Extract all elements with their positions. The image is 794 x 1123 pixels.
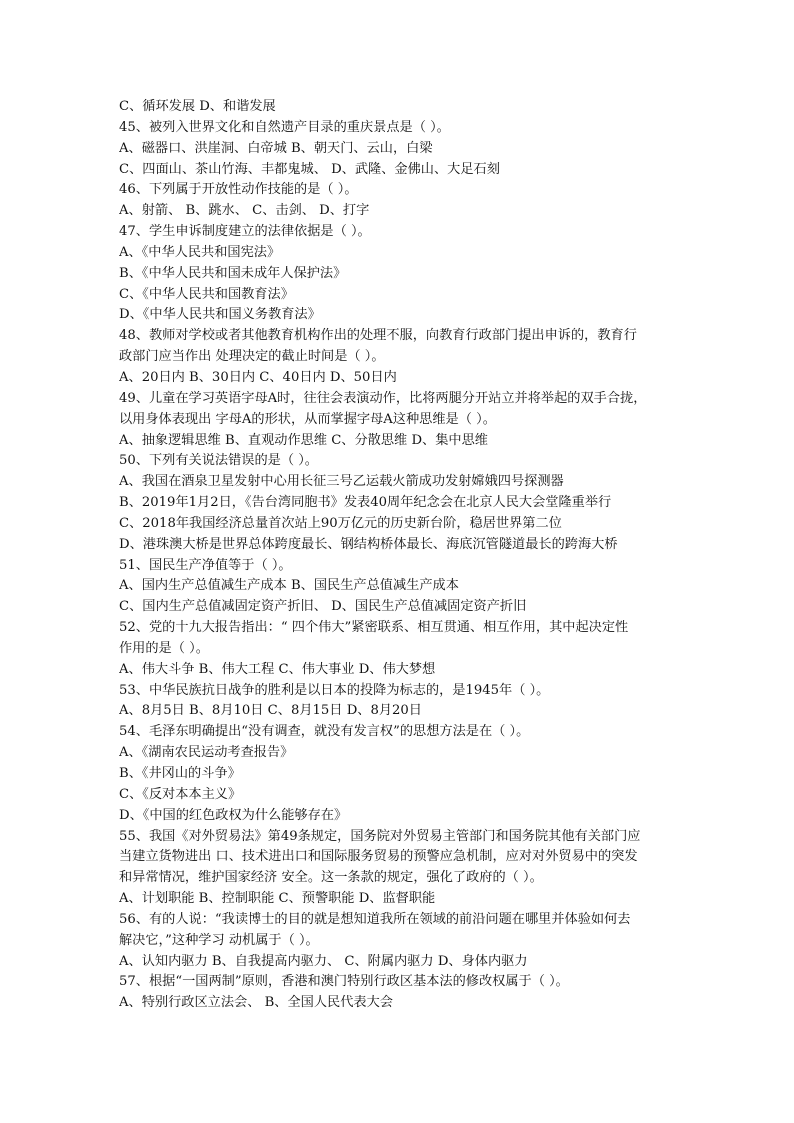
question-50: 50、下列有关说法错误的是（ ）。	[119, 453, 318, 469]
question-46: 46、下列属于开放性动作技能的是（ ）。	[119, 182, 358, 198]
text-line: A、磁器口、洪崖洞、白帝城 B、朝天门、云山，白梁	[119, 140, 433, 156]
text-line: B、2019年1月2日，《告台湾同胞书》发表40周年纪念会在北京人民大会堂隆重举行	[119, 495, 612, 511]
text-line: A、我国在酒泉卫星发射中心用长征三号乙运载火箭成功发射嫦娥四号探测器	[119, 474, 564, 490]
question-55: 55、我国《对外贸易法》第49条规定，国务院对外贸易主管部门和国务院其他有关部门应	[119, 828, 641, 844]
text-line: A、《中华人民共和国宪法》	[119, 244, 281, 260]
question-53: 53、中华民族抗日战争的胜利是以日本的投降为标志的，是1945年（ ）。	[119, 682, 550, 698]
text-line: A、抽象逻辑思维 B、直观动作思维 C、分散思维 D、集中思维	[119, 432, 488, 448]
text-line: 当建立货物进出 口、技术进出口和国际服务贸易的预警应急机制，应对对外贸易中的突发	[119, 849, 638, 865]
question-54: 54、毛泽东明确提出“没有调查，就没有发言权”的思想方法是在（ ）。	[119, 724, 530, 740]
text-line: A、20日内 B、30日内 C、40日内 D、50日内	[119, 369, 397, 385]
question-48: 48、教师对学校或者其他教育机构作出的处理不服，向教育行政部门提出申诉的，教育行	[119, 328, 637, 344]
text-line: A、特别行政区立法会、 B、全国人民代表大会	[119, 995, 393, 1011]
text-line: B、《井冈山的斗争》	[119, 766, 241, 781]
text-line: 政部门应当作出 处理决定的截止时间是（ ）。	[119, 349, 385, 365]
text-line: D、《中国的红色政权为什么能够存在》	[119, 807, 348, 823]
text-line: C、四面山、茶山竹海、丰都鬼城、 D、武隆、金佛山、大足石刻	[119, 161, 500, 177]
question-57: 57、根据“一国两制”原则，香港和澳门特别行政区基本法的修改权属于（ ）。	[119, 974, 569, 990]
text-line: C、《中华人民共和国教育法》	[119, 286, 294, 302]
question-51: 51、国民生产净值等于（ ）。	[119, 557, 292, 573]
text-line: B、《中华人民共和国未成年人保护法》	[119, 265, 347, 281]
question-45: 45、被列入世界文化和自然遗产目录的重庆景点是（ ）。	[119, 119, 450, 135]
text-line: 和异常情况，维护国家经济 安全。这一条款的规定，强化了政府的（ ）。	[119, 870, 543, 886]
question-52: 52、党的十九大报告指出：“ 四个伟大”紧密联系、相互贯通、相互作用，其中起决定性	[119, 620, 629, 636]
text-line: C、国内生产总值减固定资产折旧、 D、国民生产总值减固定资产折旧	[119, 599, 527, 615]
question-56: 56、有的人说：“我读博士的目的就是想知道我所在领域的前沿问题在哪里并体验如何去	[119, 911, 631, 927]
document-page	[119, 97, 689, 1014]
text-line: C、循环发展 D、和谐发展	[119, 99, 276, 114]
text-line: 作用的是（ ）。	[119, 640, 209, 656]
text-line: A、伟大斗争 B、伟大工程 C、伟大事业 D、伟大梦想	[119, 661, 436, 677]
text-line: C、2018年我国经济总量首次站上90万亿元的历史新台阶，稳居世界第二位	[119, 515, 562, 531]
text-line: A、国内生产总值减生产成本 B、国民生产总值减生产成本	[119, 578, 459, 594]
text-line: C、《反对本本主义》	[119, 786, 242, 802]
text-line: 以用身体表现出 字母A的形状，从而掌握字母A这种思维是（ ）。	[119, 411, 496, 427]
text-line: A、《湖南农民运动考查报告》	[119, 745, 294, 761]
text-line: A、8月5日 B、8月10日 C、8月15日 D、8月20日	[119, 703, 422, 719]
text-line: D、《中华人民共和国义务教育法》	[119, 307, 321, 323]
text-line: A、射箭、 B、跳水、 C、击剑、 D、打字	[119, 203, 370, 219]
text-line: A、计划职能 B、控制职能 C、预警职能 D、监督职能	[119, 891, 436, 907]
text-line: 解决它，”这种学习 动机属于（ ）。	[119, 932, 319, 948]
text-line: D、港珠澳大桥是世界总体跨度最长、钢结构桥体最长、海底沉管隧道最长的跨海大桥	[119, 536, 618, 552]
text-line: A、认知内驱力 B、自我提高内驱力、 C、附属内驱力 D、身体内驱力	[119, 953, 528, 969]
question-49: 49、儿童在学习英语字母A时，往往会表演动作，比将两腿分开站立并将举起的双手合拢，	[119, 390, 647, 406]
question-47: 47、学生申诉制度建立的法律依据是（ ）。	[119, 224, 371, 240]
